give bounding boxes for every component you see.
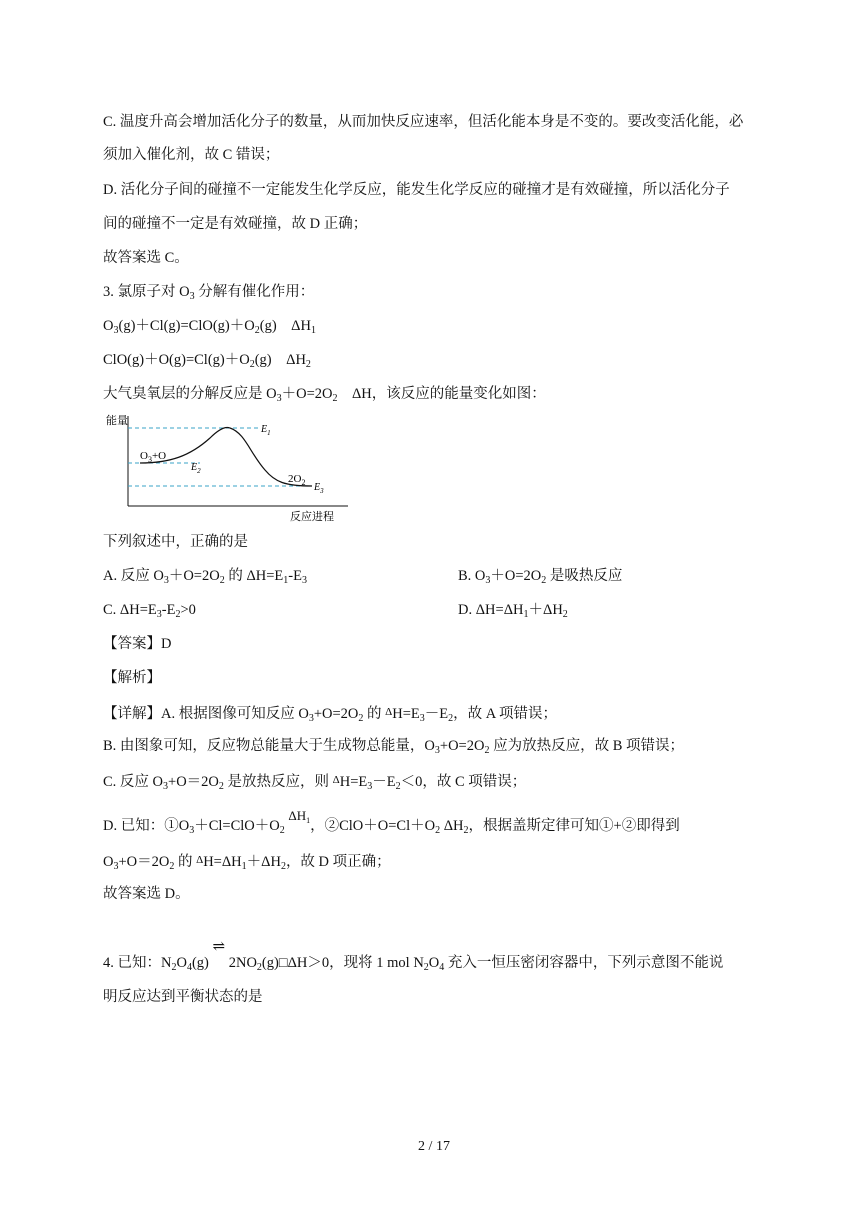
paragraph-d-line2: 间的碰撞不一定是有效碰撞，故 D 正确；	[103, 216, 368, 232]
analysis-tag: 【解析】	[103, 670, 161, 686]
answer-d: 故答案选 D。	[103, 886, 190, 902]
paragraph-c-line1: C. 温度升高会增加活化分子的数量，从而加快反应速率，但活化能本身是不变的。要改变活化能，必	[103, 114, 744, 130]
detail-c: C. 反应 $O_3+O=2O_2$ 是放热反应，则 $^\Delta H=E_3-E_2<0$，故 C 项错误；	[103, 774, 527, 792]
paragraph-d-line1: D. 活化分子间的碰撞不一定能发生化学反应，能发生化学反应的碰撞才是有效碰撞，所以活化分子	[103, 182, 730, 198]
y-axis-label: 能量	[106, 415, 128, 427]
option-a: A. 反应 $O_3+O=2O_2$ 的 $\Delta H=E_1-E_3$	[103, 568, 307, 586]
x-axis-label: 反应进程	[290, 511, 334, 523]
product-label: $2O_2$	[288, 473, 306, 487]
answer-tag: 【答案】D	[103, 636, 172, 652]
detail-b: B. 由图象可知，反应物总能量大于生成物总能量，$O_3+O=2O_2$ 应为放热反应，故 B 项错误；	[103, 738, 685, 756]
energy-diagram	[100, 408, 360, 526]
ozone-intro: 大气臭氧层的分解反应是 $O_3+O=2O_2$ ΔH，该反应的能量变化如图：	[103, 386, 546, 404]
paragraph-c-line2: 须加入催化剂，故 C 错误；	[103, 147, 280, 163]
option-d: D. $\Delta H=\Delta H_1+\Delta H_2$	[458, 602, 568, 620]
option-b: B. $O_3+O=2O_2$ 是吸热反应	[458, 568, 623, 586]
equation-1: $O_3(g)+Cl(g)=ClO(g)+O_2(g)$ $\Delta H_1$	[103, 318, 316, 336]
detail-d1: D. 已知：$①O_3+Cl=ClO+O_2$ $\Delta H_1$，$②ClO+O=Cl+O_2$ $\Delta H_2$，根据盖斯定律可知①+②即得到	[103, 808, 680, 836]
page-number: 2 / 17	[418, 1139, 450, 1154]
answer-c: 故答案选 C。	[103, 250, 189, 266]
detail-d2: $O_3+O=2O_2$ 的 $^\Delta H=\Delta H_1+\Delta H_2$，故 D 项正确；	[103, 854, 391, 872]
e1-label: $E_1$	[261, 424, 271, 437]
q4-line1: 4. 已知：$N_2O_4(g)$ ⇌ $2NO_2(g)□\Delta H>0$，现将 1 mol $N_2O_4$ 充入一恒压密闭容器中，下列示意图不能说	[103, 939, 724, 973]
question-text: 下列叙述中，正确的是	[103, 534, 248, 550]
e2-label: $E_2$	[191, 462, 201, 475]
detail-a: 【详解】A. 根据图像可知反应 $O_3+O=2O_2$ 的 $^\Delta H=E_3-E_2$，故 A 项错误；	[103, 706, 558, 724]
equation-2: $ClO(g)+O(g)=Cl(g)+O_2(g)$ $\Delta H_2$	[103, 352, 311, 370]
option-c: C. $\Delta H=E_3-E_2>0$	[103, 602, 196, 620]
q3-intro: 3. 氯原子对 $O_3$ 分解有催化作用：	[103, 284, 315, 302]
q4-line2: 明反应达到平衡状态的是	[103, 989, 263, 1005]
reactant-label: $O_3+O$	[140, 450, 167, 464]
e3-label: $E_3$	[314, 482, 324, 495]
